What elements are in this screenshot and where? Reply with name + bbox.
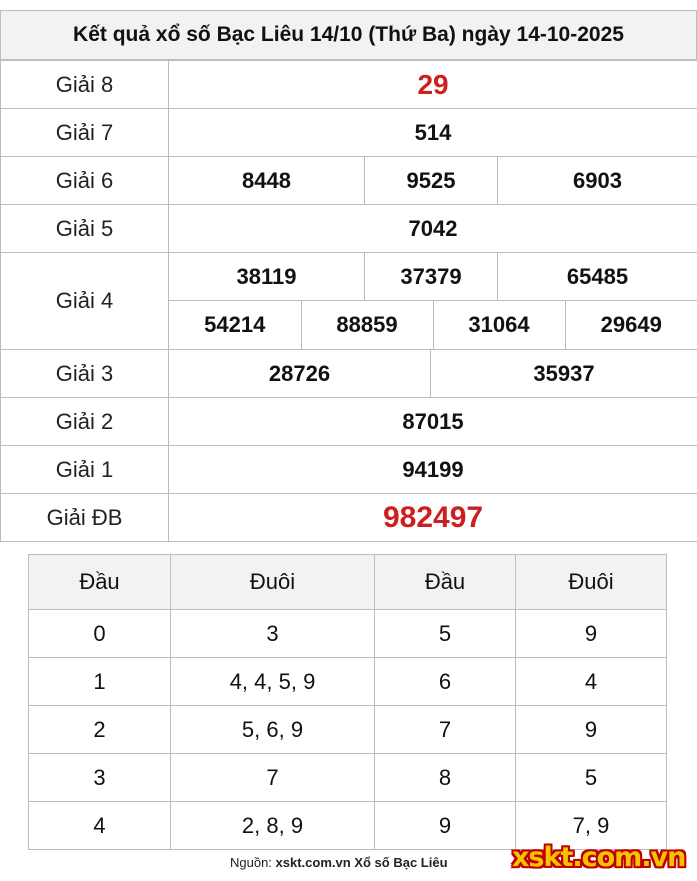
prize-number: 37379 <box>365 253 498 301</box>
brand-logo: xskt.com.vn <box>512 842 686 873</box>
loto-table <box>28 554 667 850</box>
loto-header: Đầu <box>29 555 171 610</box>
prize-row-g2 <box>1 398 697 446</box>
prize-row-g5 <box>1 205 697 253</box>
loto-row <box>29 658 667 706</box>
loto-cell: 5 <box>516 754 667 802</box>
prize-row-g3 <box>1 350 697 398</box>
prize-number: 28726 <box>169 350 431 398</box>
loto-cell: 2, 8, 9 <box>171 802 375 850</box>
prize-label-g6: Giải 6 <box>1 157 169 205</box>
prize-label-g5: Giải 5 <box>1 205 169 253</box>
loto-cell: 9 <box>516 706 667 754</box>
prize-row-g4 <box>1 253 697 301</box>
prize-number: 87015 <box>169 398 697 446</box>
loto-cell: 5 <box>375 610 516 658</box>
prize-number: 35937 <box>431 350 697 398</box>
prize-label-db: Giải ĐB <box>1 494 169 542</box>
prize-number: 65485 <box>498 253 697 301</box>
prize-number: 29649 <box>600 312 662 337</box>
source-footer <box>230 855 448 870</box>
loto-cell: 4, 4, 5, 9 <box>171 658 375 706</box>
prize-number: 29 <box>169 61 697 109</box>
prize-number: 88859 <box>301 301 433 349</box>
loto-cell: 9 <box>516 610 667 658</box>
footer-suffix: Xổ số Bạc Liêu <box>350 855 448 870</box>
loto-row <box>29 754 667 802</box>
prize-number: 9525 <box>365 157 498 205</box>
loto-cell: 7 <box>375 706 516 754</box>
footer-prefix: Nguồn: <box>230 855 276 870</box>
loto-cell: 3 <box>171 610 375 658</box>
prize-number: 94199 <box>169 446 697 494</box>
prize-row-g8 <box>1 61 697 109</box>
loto-header: Đuôi <box>171 555 375 610</box>
loto-cell: 1 <box>29 658 171 706</box>
footer-site-link[interactable]: xskt.com.vn <box>275 855 351 870</box>
prize-g4-subrow <box>169 301 697 350</box>
loto-row <box>29 706 667 754</box>
loto-row <box>29 610 667 658</box>
results-table <box>0 60 697 542</box>
prize-row-g6 <box>1 157 697 205</box>
prize-label-g1: Giải 1 <box>1 446 169 494</box>
prize-number: 8448 <box>169 157 365 205</box>
prize-number: 38119 <box>169 253 365 301</box>
prize-number: 7042 <box>169 205 697 253</box>
prize-number-special: 982497 <box>169 494 697 542</box>
loto-cell: 3 <box>29 754 171 802</box>
loto-cell: 6 <box>375 658 516 706</box>
loto-cell: 0 <box>29 610 171 658</box>
loto-cell: 9 <box>375 802 516 850</box>
prize-row-g1 <box>1 446 697 494</box>
prize-label-g2: Giải 2 <box>1 398 169 446</box>
prize-number: 6903 <box>498 157 697 205</box>
prize-row-g7 <box>1 109 697 157</box>
prize-label-g8: Giải 8 <box>1 61 169 109</box>
loto-header: Đuôi <box>516 555 667 610</box>
loto-cell: 4 <box>29 802 171 850</box>
loto-cell: 8 <box>375 754 516 802</box>
loto-cell: 4 <box>516 658 667 706</box>
prize-number: 54214 <box>169 301 301 349</box>
prize-label-g7: Giải 7 <box>1 109 169 157</box>
loto-header-row <box>29 555 667 610</box>
prize-label-g3: Giải 3 <box>1 350 169 398</box>
prize-number: 514 <box>169 109 697 157</box>
prize-number: 31064 <box>433 301 565 349</box>
loto-header: Đầu <box>375 555 516 610</box>
loto-cell: 7, 9 <box>516 802 667 850</box>
loto-cell: 2 <box>29 706 171 754</box>
loto-cell: 7 <box>171 754 375 802</box>
prize-row-db <box>1 494 697 542</box>
loto-cell: 5, 6, 9 <box>171 706 375 754</box>
page-title: Kết quả xổ số Bạc Liêu 14/10 (Thứ Ba) ngày 14-10-2025 <box>0 10 697 60</box>
prize-label-g4: Giải 4 <box>1 253 169 350</box>
